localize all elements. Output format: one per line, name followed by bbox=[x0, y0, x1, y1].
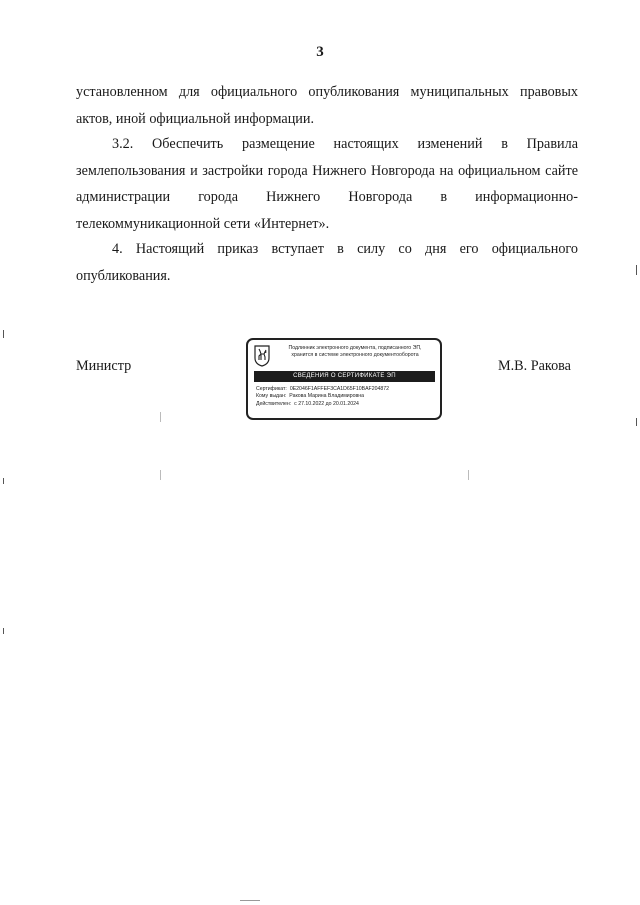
scan-mark bbox=[636, 418, 637, 426]
paragraph-item-3-2: 3.2. Обеспечить размещение настоящих изменений в Правила землепользования и застройки города Нижнего Новгорода на официальном сайте администрации города Нижнего Новгорода в информационно-телекоммуникационной сети «Интернет». bbox=[76, 136, 578, 232]
electronic-signature-stamp bbox=[246, 338, 442, 420]
paragraph-item-4: 4. Настоящий приказ вступает в силу со дня его официального опубликования. bbox=[76, 241, 578, 284]
validity-label: Действителен: bbox=[256, 400, 292, 407]
stamp-certificate-bar: СВЕДЕНИЯ О СЕРТИФИКАТЕ ЭП bbox=[254, 371, 435, 382]
scan-mark bbox=[160, 470, 161, 480]
page-number: 3 bbox=[316, 44, 324, 60]
certificate-label: Сертификат: bbox=[256, 386, 287, 392]
signer-title: Министр bbox=[76, 358, 132, 374]
scan-mark bbox=[3, 628, 4, 634]
deer-emblem-icon bbox=[254, 345, 270, 367]
stamp-row-issued-to bbox=[256, 393, 436, 400]
stamp-header-line1: Подлинник электронного документа, подписанного ЭП, bbox=[288, 345, 422, 351]
stamp-row-validity bbox=[256, 401, 436, 408]
issued-to-value: Ракова Марина Владимировна bbox=[289, 393, 364, 400]
stamp-header bbox=[272, 345, 438, 359]
paragraph-publication: установленном для официального опубликования муниципальных правовых актов, иной официальной информации. bbox=[76, 84, 578, 127]
signer-name: М.В. Ракова bbox=[498, 358, 571, 374]
stamp-details bbox=[256, 386, 436, 408]
scan-mark bbox=[240, 900, 260, 901]
scan-mark bbox=[468, 470, 469, 480]
scan-mark bbox=[3, 478, 4, 484]
issued-to-label: Кому выдан: bbox=[256, 393, 287, 400]
scan-mark bbox=[636, 265, 637, 275]
certificate-value: 0E2046F1AFFEF3CA1D65F10BAF204872 bbox=[289, 386, 390, 392]
stamp-header-line2: хранится в системе электронного документооборота bbox=[291, 352, 419, 358]
scan-mark bbox=[160, 412, 161, 422]
stamp-row-certificate bbox=[256, 386, 436, 393]
scan-mark bbox=[3, 330, 4, 338]
validity-value: с 27.10.2022 до 20.01.2024 bbox=[294, 400, 359, 407]
